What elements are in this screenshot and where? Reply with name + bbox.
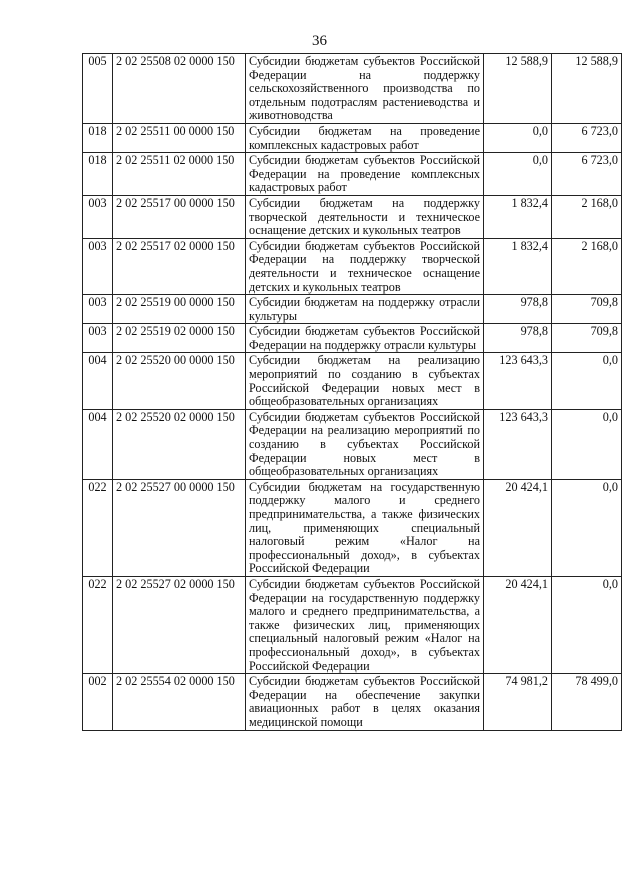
amount-year2-cell: 0,0	[552, 353, 622, 409]
amount-year2-cell: 709,8	[552, 295, 622, 324]
budget-code-cell: 2 02 25508 02 0000 150	[113, 54, 246, 124]
admin-code-cell: 018	[83, 123, 113, 152]
admin-code-cell: 003	[83, 195, 113, 238]
table-row	[83, 576, 622, 673]
admin-code-cell: 004	[83, 353, 113, 409]
amount-year1-cell: 123 643,3	[484, 409, 552, 479]
revenue-name-cell: Субсидии бюджетам на государственную поддержку малого и среднего предпринимательства, а также физических лиц, применяющих специальный налоговый режим «Налог на профессиональный доход», в субъектах Российской Федерации	[246, 479, 484, 576]
revenue-name-cell: Субсидии бюджетам субъектов Российской Федерации на реализацию мероприятий по созданию в субъектах Российской Федерации новых мест в общеобразовательных организациях	[246, 409, 484, 479]
amount-year2-cell: 2 168,0	[552, 238, 622, 294]
revenue-name-cell: Субсидии бюджетам субъектов Российской Федерации на государственную поддержку малого и среднего предпринимательства, а также физических лиц, применяющих специальный налоговый режим «Налог на профессиональный доход», в субъектах Российской Федерации	[246, 576, 484, 673]
table-row	[83, 195, 622, 238]
amount-year1-cell: 1 832,4	[484, 195, 552, 238]
amount-year1-cell: 20 424,1	[484, 479, 552, 576]
amount-year1-cell: 123 643,3	[484, 353, 552, 409]
amount-year1-cell: 12 588,9	[484, 54, 552, 124]
admin-code-cell: 005	[83, 54, 113, 124]
admin-code-cell: 003	[83, 238, 113, 294]
revenue-name-cell: Субсидии бюджетам субъектов Российской Федерации на поддержку отрасли культуры	[246, 324, 484, 353]
budget-code-cell: 2 02 25527 00 0000 150	[113, 479, 246, 576]
amount-year2-cell: 78 499,0	[552, 674, 622, 730]
budget-code-cell: 2 02 25527 02 0000 150	[113, 576, 246, 673]
amount-year2-cell: 0,0	[552, 479, 622, 576]
admin-code-cell: 022	[83, 576, 113, 673]
amount-year2-cell: 2 168,0	[552, 195, 622, 238]
amount-year1-cell: 0,0	[484, 123, 552, 152]
revenue-name-cell: Субсидии бюджетам на поддержку творческой деятельности и техническое оснащение детских и кукольных театров	[246, 195, 484, 238]
amount-year1-cell: 978,8	[484, 324, 552, 353]
budget-code-cell: 2 02 25517 02 0000 150	[113, 238, 246, 294]
revenue-name-cell: Субсидии бюджетам субъектов Российской Федерации на поддержку творческой деятельности и техническое оснащение детских и кукольных театров	[246, 238, 484, 294]
table-row	[83, 409, 622, 479]
table-row	[83, 123, 622, 152]
page-number: 36	[312, 33, 327, 49]
admin-code-cell: 003	[83, 324, 113, 353]
admin-code-cell: 004	[83, 409, 113, 479]
revenue-name-cell: Субсидии бюджетам субъектов Российской Федерации на обеспечение закупки авиационных работ в целях оказания медицинской помощи	[246, 674, 484, 730]
admin-code-cell: 002	[83, 674, 113, 730]
amount-year1-cell: 1 832,4	[484, 238, 552, 294]
table-row	[83, 674, 622, 730]
amount-year2-cell: 709,8	[552, 324, 622, 353]
admin-code-cell: 022	[83, 479, 113, 576]
amount-year1-cell: 74 981,2	[484, 674, 552, 730]
admin-code-cell: 003	[83, 295, 113, 324]
table-row	[83, 153, 622, 196]
table-row	[83, 353, 622, 409]
revenue-table	[82, 53, 622, 731]
budget-code-cell: 2 02 25520 02 0000 150	[113, 409, 246, 479]
table-row	[83, 479, 622, 576]
budget-code-cell: 2 02 25519 02 0000 150	[113, 324, 246, 353]
table-row	[83, 324, 622, 353]
revenue-name-cell: Субсидии бюджетам субъектов Российской Федерации на проведение комплексных кадастровых работ	[246, 153, 484, 196]
table-row	[83, 238, 622, 294]
table-row	[83, 295, 622, 324]
amount-year2-cell: 0,0	[552, 409, 622, 479]
table-row	[83, 54, 622, 124]
budget-code-cell: 2 02 25517 00 0000 150	[113, 195, 246, 238]
revenue-name-cell: Субсидии бюджетам на реализацию мероприятий по созданию в субъектах Российской Федерации новых мест в общеобразовательных организациях	[246, 353, 484, 409]
amount-year1-cell: 978,8	[484, 295, 552, 324]
revenue-name-cell: Субсидии бюджетам на проведение комплексных кадастровых работ	[246, 123, 484, 152]
amount-year1-cell: 20 424,1	[484, 576, 552, 673]
revenue-name-cell: Субсидии бюджетам на поддержку отрасли культуры	[246, 295, 484, 324]
admin-code-cell: 018	[83, 153, 113, 196]
budget-code-cell: 2 02 25511 02 0000 150	[113, 153, 246, 196]
amount-year2-cell: 6 723,0	[552, 153, 622, 196]
amount-year2-cell: 12 588,9	[552, 54, 622, 124]
amount-year1-cell: 0,0	[484, 153, 552, 196]
budget-code-cell: 2 02 25519 00 0000 150	[113, 295, 246, 324]
budget-code-cell: 2 02 25520 00 0000 150	[113, 353, 246, 409]
amount-year2-cell: 6 723,0	[552, 123, 622, 152]
budget-code-cell: 2 02 25511 00 0000 150	[113, 123, 246, 152]
revenue-name-cell: Субсидии бюджетам субъектов Российской Федерации на поддержку сельскохозяйственного производства по отдельным подотраслям растениеводства и животноводства	[246, 54, 484, 124]
budget-code-cell: 2 02 25554 02 0000 150	[113, 674, 246, 730]
amount-year2-cell: 0,0	[552, 576, 622, 673]
